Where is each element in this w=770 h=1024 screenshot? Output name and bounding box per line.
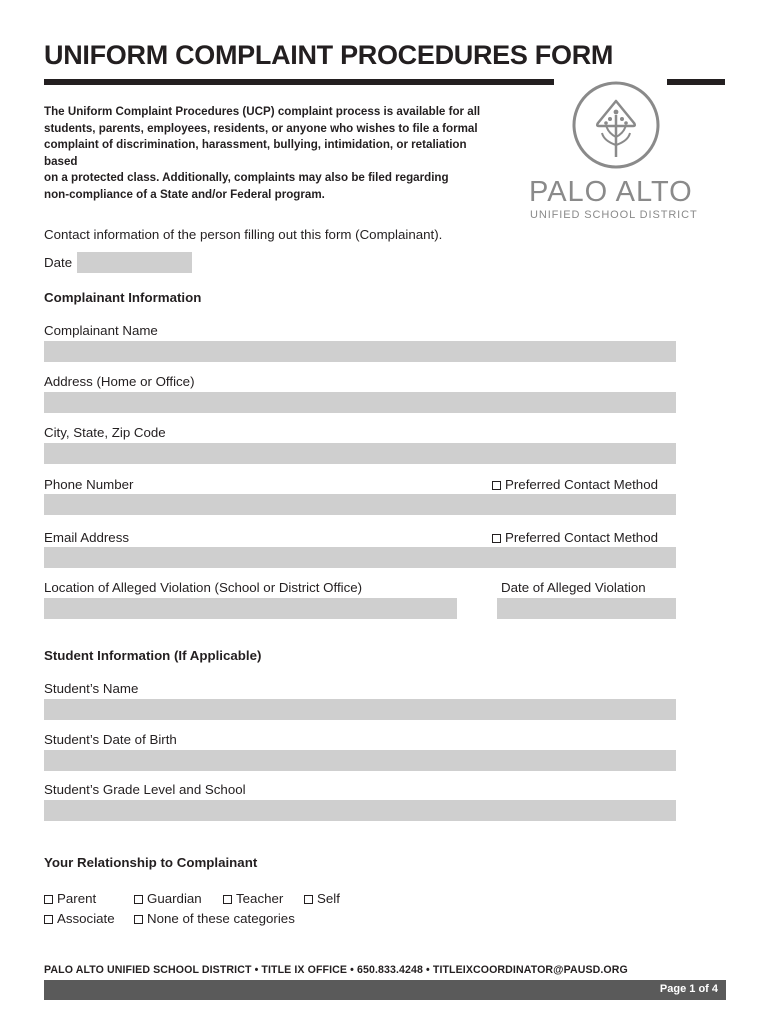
- violation-date-field[interactable]: [497, 598, 676, 619]
- footer-contact: PALO ALTO UNIFIED SCHOOL DISTRICT • TITLE IX OFFICE • 650.833.4248 • TITLEIXCOORDINATOR@PAUSD.ORG: [44, 964, 628, 976]
- email-label: Email Address: [44, 530, 129, 545]
- date-field[interactable]: [77, 252, 192, 273]
- option-teacher[interactable]: [223, 891, 283, 906]
- form-title: UNIFORM COMPLAINT PROCEDURES FORM: [44, 40, 614, 70]
- intro-paragraph: [44, 104, 500, 204]
- logo-name: PALO ALTO: [529, 176, 693, 208]
- option-guardian[interactable]: [134, 891, 202, 906]
- violation-date-label: Date of Alleged Violation: [501, 580, 646, 595]
- student-dob-label: Student’s Date of Birth: [44, 732, 177, 747]
- student-dob-field[interactable]: [44, 750, 676, 771]
- phone-preferred-checkbox[interactable]: [492, 477, 658, 492]
- complainant-heading: Complainant Information: [44, 290, 202, 305]
- option-none[interactable]: [134, 911, 295, 926]
- intro-line: students, parents, employees, residents, or anyone who wishes to file a formal: [44, 121, 478, 135]
- student-name-field[interactable]: [44, 699, 676, 720]
- student-name-label: Student’s Name: [44, 681, 139, 696]
- checkbox-icon[interactable]: [492, 481, 501, 490]
- email-field[interactable]: [44, 547, 676, 568]
- intro-line: The Uniform Complaint Procedures (UCP) complaint process is available for all: [44, 105, 481, 118]
- intro-line: complaint of discrimination, harassment, bullying, intimidation, or retaliation based: [44, 138, 467, 168]
- footer-bar: [44, 980, 726, 1000]
- phone-preferred-label: Preferred Contact Method: [505, 477, 658, 492]
- checkbox-icon[interactable]: [44, 915, 53, 924]
- checkbox-icon[interactable]: [492, 534, 501, 543]
- phone-field[interactable]: [44, 494, 676, 515]
- email-preferred-label: Preferred Contact Method: [505, 530, 658, 545]
- intro-line: on a protected class. Additionally, complaints may also be filed regarding: [44, 171, 449, 185]
- address-label: Address (Home or Office): [44, 374, 195, 389]
- date-label: Date: [44, 255, 73, 270]
- option-label: Guardian: [147, 891, 202, 906]
- title-rule-right: [667, 79, 725, 85]
- tree-logo-icon: [570, 79, 662, 171]
- location-label: Location of Alleged Violation (School or District Office): [44, 580, 363, 595]
- logo-subtitle: UNIFIED SCHOOL DISTRICT: [530, 209, 698, 221]
- address-field[interactable]: [44, 392, 676, 413]
- checkbox-icon[interactable]: [134, 895, 143, 904]
- option-label: Self: [317, 891, 340, 906]
- option-associate[interactable]: [44, 911, 115, 926]
- option-label: Associate: [57, 911, 115, 926]
- student-heading: Student Information (If Applicable): [44, 648, 262, 663]
- city-state-zip-field[interactable]: [44, 443, 676, 464]
- contact-intro: Contact information of the person filling out this form (Complainant).: [44, 227, 443, 242]
- checkbox-icon[interactable]: [44, 895, 53, 904]
- city-label: City, State, Zip Code: [44, 425, 166, 440]
- option-self[interactable]: [304, 891, 340, 906]
- option-label: Parent: [57, 891, 97, 906]
- option-label: None of these categories: [147, 911, 295, 926]
- title-rule: [44, 79, 554, 85]
- checkbox-icon[interactable]: [223, 895, 232, 904]
- intro-line: non-compliance of a State and/or Federal program.: [44, 187, 325, 201]
- page-number: Page 1 of 4: [659, 983, 718, 995]
- phone-label: Phone Number: [44, 477, 134, 492]
- relationship-heading: Your Relationship to Complainant: [44, 855, 258, 870]
- option-parent[interactable]: [44, 891, 96, 906]
- student-grade-label: Student’s Grade Level and School: [44, 782, 246, 797]
- option-label: Teacher: [236, 891, 284, 906]
- complainant-name-label: Complainant Name: [44, 323, 158, 338]
- complainant-name-field[interactable]: [44, 341, 676, 362]
- location-field[interactable]: [44, 598, 457, 619]
- checkbox-icon[interactable]: [134, 915, 143, 924]
- student-grade-field[interactable]: [44, 800, 676, 821]
- checkbox-icon[interactable]: [304, 895, 313, 904]
- email-preferred-checkbox[interactable]: [492, 530, 658, 545]
